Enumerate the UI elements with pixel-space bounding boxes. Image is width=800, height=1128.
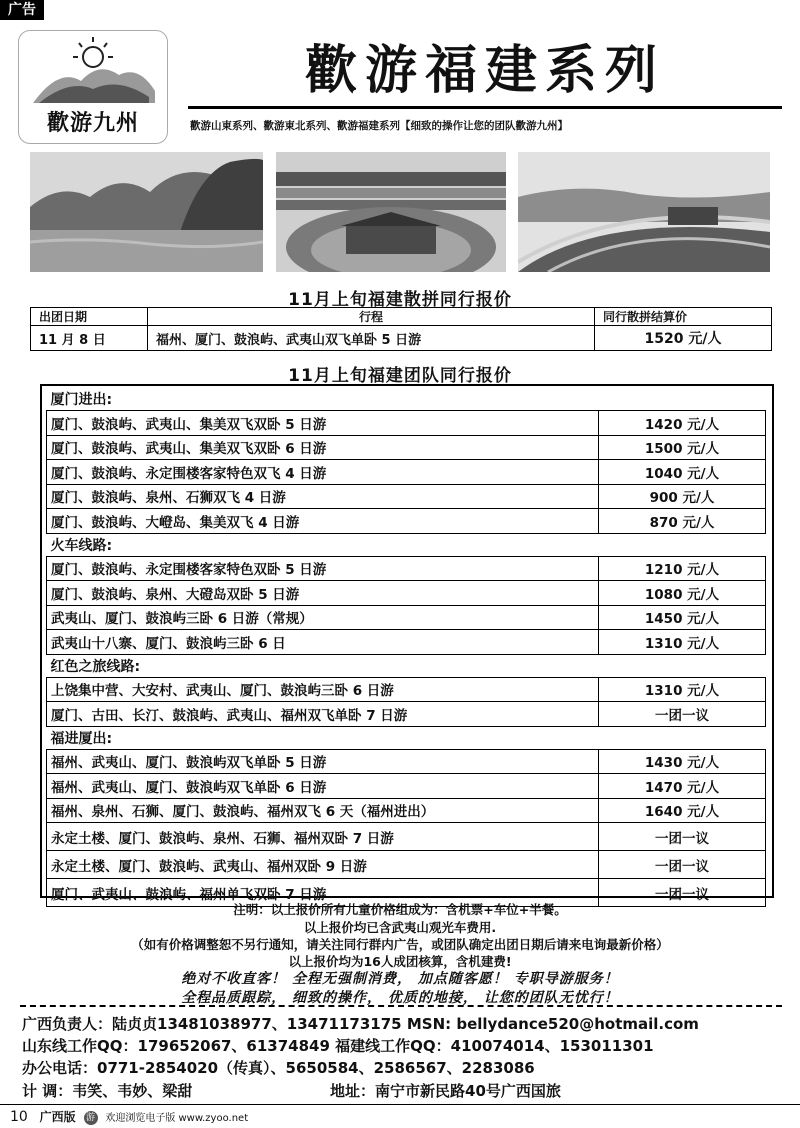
price-cell: 1310 元/人 [599,677,766,702]
route-cell: 福州、泉州、石狮、厦门、鼓浪屿、福州双飞 6 天（福州进出） [47,798,599,823]
page-number: 10 [10,1109,28,1125]
slogan-line-1: 绝对不收直客！ 全程无强制消费， 加点随客愿！ 专职导游服务！ [181,971,619,987]
note-children-price: 注明：以上报价所有儿童价格组成为：含机票+车位+半餐。 [233,902,567,917]
group-price-table [46,388,766,907]
route-cell: 厦门、鼓浪屿、泉州、大磴岛双卧 5 日游 [47,581,599,606]
price-cell: 1520 元/人 [595,326,772,351]
price-cell: 1640 元/人 [599,798,766,823]
note-sightseeing-bus: 以上报价均已含武夷山观光车费用. [303,920,497,935]
slogan-line-2: 全程品质跟踪， 细致的操作， 优质的地接， 让您的团队无忧行！ [181,990,619,1006]
page-title: 歡游福建系列 [304,40,665,101]
photo-city-road [518,152,770,272]
route-cell: 福州、厦门、鼓浪屿、武夷山双飞单卧 5 日游 [148,326,595,351]
price-cell: 1430 元/人 [599,749,766,774]
website-link[interactable]: 欢迎浏览电子版 www.zyoo.net [105,1113,249,1124]
scattered-price-table [30,307,772,351]
section-title-group: 11月上旬福建团队同行报价 [288,366,512,386]
contact-qq: 山东线工作QQ：179652067、61374849 福建线工作QQ：410074014、153011301 [22,1037,654,1055]
route-cell: 武夷山十八寨、厦门、鼓浪屿三卧 6 日 [47,630,599,655]
group-header: 红色之旅线路: [50,658,141,675]
route-cell: 福州、武夷山、厦门、鼓浪屿双飞单卧 6 日游 [47,774,599,799]
price-cell: 1310 元/人 [599,630,766,655]
route-cell: 永定土楼、厦门、鼓浪屿、泉州、石狮、福州双卧 7 日游 [47,823,599,851]
brand-badge-icon: 游 [84,1111,98,1125]
contact-office-phone: 办公电话：0771-2854020（传真）、5650584、2586567、2283086 [22,1059,535,1077]
note-price-adjustment: （如有价格调整恕不另行通知，请关注同行群内广告，或团队确定出团日期后请来电询最新价格） [131,937,669,952]
route-cell: 厦门、鼓浪屿、大嶝岛、集美双飞 4 日游 [47,509,599,534]
contact-coordinators: 计 调：韦笑、韦妙、梁甜 [22,1082,193,1100]
footer-rule [0,1104,800,1105]
route-cell: 厦门、古田、长汀、鼓浪屿、武夷山、福州双飞单卧 7 日游 [47,702,599,727]
price-cell: 900 元/人 [599,484,766,509]
group-header: 福进厦出: [50,730,113,747]
contact-address: 地址：南宁市新民路40号广西国旅 [330,1082,561,1100]
price-cell: 一团一议 [599,702,766,727]
footer [10,1108,248,1125]
route-cell: 厦门、鼓浪屿、武夷山、集美双飞双卧 5 日游 [47,411,599,436]
header-subtitle: 歡游山東系列、歡游東北系列、歡游福建系列【细致的操作让您的团队歡游九州】 [190,120,568,132]
price-cell: 一团一议 [599,851,766,879]
route-cell: 武夷山、厦门、鼓浪屿三卧 6 日游（常规） [47,605,599,630]
price-cell: 一团一议 [599,879,766,907]
price-cell: 1080 元/人 [599,581,766,606]
price-cell: 870 元/人 [599,509,766,534]
title-rule [188,106,782,109]
ad-tag: 广告 [0,0,44,20]
price-cell: 1500 元/人 [599,435,766,460]
photo-wuyi-river [30,152,263,272]
route-cell: 永定土楼、厦门、鼓浪屿、武夷山、福州双卧 9 日游 [47,851,599,879]
route-cell: 厦门、鼓浪屿、泉州、石狮双飞 4 日游 [47,484,599,509]
logo [18,30,168,144]
group-header: 厦门进出: [50,392,113,408]
section-title-scattered: 11月上旬福建散拼同行报价 [288,290,512,310]
edition-label: 广西版 [39,1110,76,1124]
price-cell: 1470 元/人 [599,774,766,799]
route-cell: 厦门、鼓浪屿、武夷山、集美双飞双卧 6 日游 [47,435,599,460]
contact-manager: 广西负责人：陆贞贞13481038977、13471173175 MSN: bellydance520@hotmail.com [22,1015,699,1033]
column-header-price: 同行散拼结算价 [595,308,772,326]
logo-text: 歡游九州 [46,110,139,136]
dashed-divider [20,1005,782,1007]
price-cell: 1450 元/人 [599,605,766,630]
mountain-sun-logo-icon [19,31,167,111]
group-header: 火车线路: [50,537,113,554]
price-cell: 一团一议 [599,823,766,851]
note-group-size: 以上报价均为16人成团核算，含机建费! [288,954,512,969]
route-cell: 厦门、鼓浪屿、永定围楼客家特色双飞 4 日游 [47,460,599,485]
photo-tulou [276,152,506,272]
price-cell: 1210 元/人 [599,556,766,581]
route-cell: 上饶集中营、大安村、武夷山、厦门、鼓浪屿三卧 6 日游 [47,677,599,702]
departure-date: 11 月 8 日 [31,326,148,351]
route-cell: 福州、武夷山、厦门、鼓浪屿双飞单卧 5 日游 [47,749,599,774]
price-cell: 1420 元/人 [599,411,766,436]
column-header-date: 出团日期 [31,308,148,326]
route-cell: 厦门、武夷山、鼓浪屿、福州单飞双卧 7 日游 [47,879,599,907]
column-header-route: 行程 [148,308,595,326]
price-cell: 1040 元/人 [599,460,766,485]
route-cell: 厦门、鼓浪屿、永定围楼客家特色双卧 5 日游 [47,556,599,581]
